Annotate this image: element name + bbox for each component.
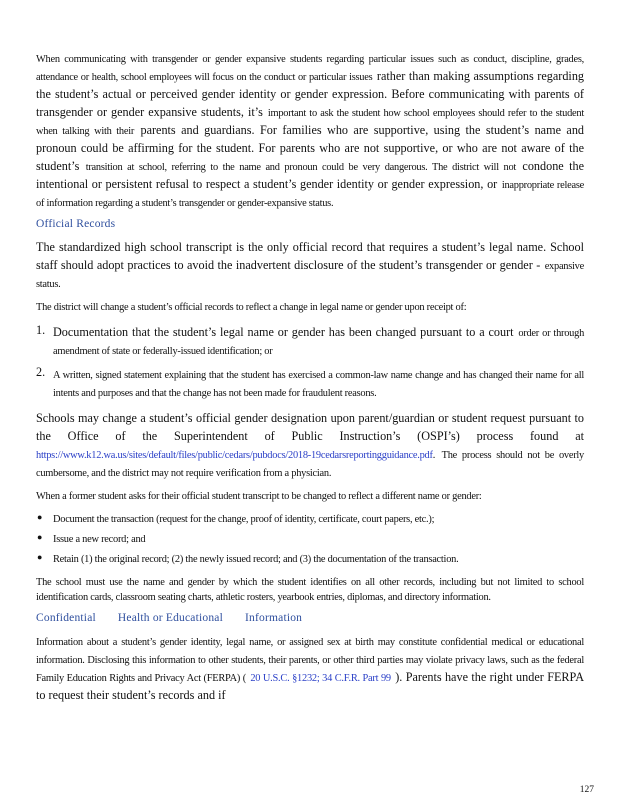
records-change-paragraph: The district will change a student’s official records to reflect a change in legal name or gender upon receipt of: (36, 302, 467, 313)
numbered-list (36, 323, 584, 401)
confidential-paragraph (36, 632, 584, 704)
section-heading-confidential (36, 611, 584, 626)
numbered-list-item (36, 323, 584, 359)
gender-designation-paragraph (36, 409, 584, 481)
heading-word: Confidential (36, 612, 96, 624)
intro-sentence: important to ask the student how school employees should refer to the student when talking with their (36, 108, 584, 137)
link-period: . (432, 450, 436, 461)
list-item-text: order or through amendment of state or federally-issued identification; or (53, 328, 585, 357)
intro-sentence: transition at school, referring to the name and pronoun could be very dangerous. The district will not (85, 162, 517, 173)
designation-text: The process should not be overly cumbersome, and the district may not require verification from a physician. (36, 450, 584, 479)
transcript-text: The standardized high school transcript is the only official record that requires a student’s legal name. School staff should adopt practices to avoid the inadvertent disclosure of the student’s transgender or gender - (36, 240, 584, 272)
other-records-paragraph: The school must use the name and gender by which the student identifies on all other records, including but not limited to school identification cards, classroom seating charts, athletic rosters, yearbook entries, diplomas, and directory information. (36, 577, 584, 603)
bullet-icon: ● (37, 532, 43, 542)
intro-sentence: condone the intentional or persistent refusal to respect a student’s gender identity or gender expression, or (36, 159, 584, 191)
transcript-text: expansive status. (36, 261, 584, 290)
bullet-list-item (36, 532, 584, 547)
intro-sentence: inappropriate release of information regarding a student’s transgender or gender-expansive status. (36, 180, 584, 209)
ferpa-citation-link[interactable]: 20 U.S.C. §1232; 34 C.F.R. Part 99 (250, 673, 391, 684)
ospi-guidance-link[interactable]: https://www.k12.wa.us/sites/default/files/public/cedars/pubdocs/2018-19cedarsreportingguidance.pdf (36, 450, 433, 461)
intro-paragraph (36, 49, 584, 211)
numbered-list-item (36, 365, 584, 401)
intro-sentence: parents and guardians. For families who are supportive, using the student’s name and pronoun could be affirming for the student. For parents who are not supportive, or who are not aware of the student’s (36, 123, 585, 173)
bullet-list-item (36, 552, 584, 567)
page-content (36, 49, 584, 704)
bullet-icon: ● (37, 552, 43, 562)
designation-text: Schools may change a student’s official gender designation upon parent/guardian or student request pursuant to the Office of the Superintendent of Public Instruction’s (OSPI’s) process found at (36, 411, 584, 443)
page-number: 127 (579, 785, 594, 795)
list-item-text: Documentation that the student’s legal name or gender has been changed pursuant to a court (53, 325, 514, 339)
bullet-icon: ● (37, 512, 43, 522)
intro-sentence: When communicating with transgender or gender expansive students regarding particular issues such as conduct, discipline, grades, attendance or health, school employees will focus on the conduct or particular issues (36, 54, 584, 83)
list-item-text: A written, signed statement explaining that the student has exercised a common-law name change and has changed their name for all intents and purposes and that the change has not been made for fraudulent reasons. (53, 370, 584, 399)
confidential-text: Information about a student’s gender identity, legal name, or assigned sex at birth may constitute confidential medical or educational information. Disclosing this information to other students, their parents, or other third parties may violate privacy laws, such as the federal Family Education Rights and Privacy Act (FERPA) ( (36, 637, 584, 684)
bullet-text: Document the transaction (request for the change, proof of identity, certificate, court papers, etc.); (53, 514, 435, 525)
bullet-text: Retain (1) the original record; (2) the newly issued record; and (3) the documentation of the transaction. (53, 554, 459, 565)
list-number: 1. (36, 323, 46, 337)
section-heading-official-records: Official Records (36, 218, 116, 230)
heading-word: Information (245, 612, 303, 624)
heading-word: Health or Educational (117, 612, 223, 624)
confidential-text: ). Parents have the right under FERPA to request their student’s records and if (36, 670, 585, 702)
transcript-paragraph (36, 238, 584, 292)
bullet-list (36, 512, 584, 567)
former-student-paragraph: When a former student asks for their official student transcript to be changed to reflect a different name or gender: (36, 491, 482, 502)
bullet-text: Issue a new record; and (53, 534, 146, 545)
list-number: 2. (36, 365, 46, 379)
bullet-list-item (36, 512, 584, 527)
intro-sentence: rather than making assumptions regarding the student’s actual or perceived gender identity or gender expression. Before communicating with parents of transgender or gender expansive students, it’s (36, 69, 585, 119)
